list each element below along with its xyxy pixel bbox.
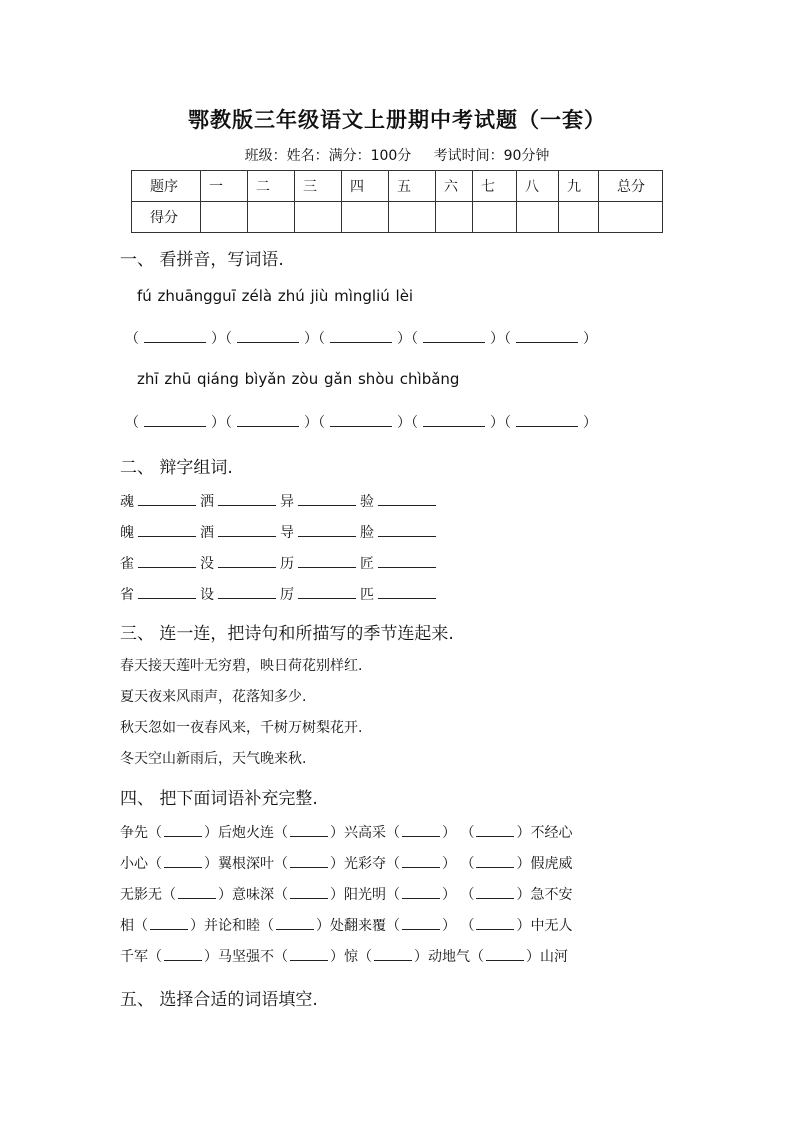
idiom-text: 相	[120, 918, 134, 934]
score-cell[interactable]	[559, 202, 599, 233]
idiom-text: 并论和睦	[204, 918, 260, 934]
idiom-text: 中无人	[530, 918, 573, 934]
answer-blank[interactable]	[330, 328, 392, 343]
header-cell: 九	[559, 171, 599, 202]
score-table-score-row	[132, 202, 663, 233]
close-paren: ）	[490, 415, 504, 431]
answer-blank[interactable]	[138, 491, 196, 506]
char: 魂	[120, 494, 134, 510]
char: 省	[120, 587, 134, 603]
header-cell: 六	[436, 171, 473, 202]
char: 设	[200, 587, 214, 603]
header-cell: 七	[473, 171, 517, 202]
answer-blank[interactable]	[237, 412, 299, 427]
name-label: 姓名：	[286, 148, 329, 164]
poem-line: 冬天空山新雨后，天气晚来秋.	[120, 751, 307, 767]
char: 洒	[200, 494, 214, 510]
close-paren: ）	[397, 331, 411, 347]
idiom-blank[interactable]	[402, 824, 440, 837]
idiom-text: 不经心	[530, 825, 573, 841]
header-cell: 总分	[599, 171, 663, 202]
idiom-blank[interactable]	[476, 855, 514, 868]
idiom-text: 急不安	[530, 887, 573, 903]
idiom-text: 假虎威	[530, 856, 573, 872]
char: 厉	[280, 587, 294, 603]
idiom-blank[interactable]	[402, 855, 440, 868]
char-row	[120, 584, 440, 604]
close-paren: ）	[397, 415, 411, 431]
score-cell[interactable]	[473, 202, 517, 233]
answer-blank[interactable]	[298, 553, 356, 568]
idiom-blank[interactable]	[476, 917, 514, 930]
open-paren: （	[504, 331, 511, 347]
idiom-text: 光彩夺	[344, 856, 386, 872]
idiom-text: 无影无	[120, 887, 162, 903]
char: 脸	[360, 525, 374, 541]
char: 没	[200, 556, 214, 572]
section-3-heading: 三、 连一连，把诗句和所描写的季节连起来.	[120, 624, 454, 644]
close-paren: ）	[583, 331, 597, 347]
char-row	[120, 491, 440, 511]
char: 异	[280, 494, 294, 510]
poem-line: 秋天忽如一夜春风来，千树万树梨花开.	[120, 720, 363, 736]
close-paren: ）	[304, 331, 318, 347]
idiom-blank[interactable]	[290, 824, 328, 837]
answer-blank[interactable]	[516, 412, 578, 427]
answer-blank[interactable]	[218, 553, 276, 568]
idiom-blank[interactable]	[476, 886, 514, 899]
section-4-heading: 四、 把下面词语补充完整.	[120, 789, 318, 809]
answer-blank[interactable]	[218, 491, 276, 506]
idiom-blank[interactable]	[476, 824, 514, 837]
answer-blank[interactable]	[218, 522, 276, 537]
idiom-text: 兴高采	[344, 825, 386, 841]
idiom-text: 翼根深叶	[218, 856, 274, 872]
pinyin-line-1: fú zhuāngguī zélà zhú jiù mìngliú lèi	[137, 287, 414, 305]
close-paren: ）	[211, 331, 225, 347]
idiom-row: 小心（ ）翼根深叶（ ）光彩夺（ ） （ ）假虎威	[120, 856, 573, 872]
header-cell: 八	[517, 171, 559, 202]
idiom-text: 意味深	[232, 887, 274, 903]
char: 魄	[120, 525, 134, 541]
open-paren: （	[125, 415, 139, 431]
char: 验	[360, 494, 374, 510]
close-paren: ）	[304, 415, 318, 431]
idiom-text: 争先	[120, 825, 148, 841]
idiom-blank[interactable]	[402, 917, 440, 930]
answer-blank[interactable]	[516, 328, 578, 343]
header-cell: 四	[342, 171, 389, 202]
idiom-blank[interactable]	[290, 886, 328, 899]
idiom-blank[interactable]	[276, 917, 314, 930]
idiom-blank[interactable]	[164, 948, 202, 961]
header-cell: 题序	[132, 171, 201, 202]
answer-blank[interactable]	[298, 522, 356, 537]
answer-blanks-row-2	[125, 412, 597, 432]
row-label: 得分	[132, 202, 201, 233]
char-row	[120, 522, 440, 542]
close-paren: ）	[583, 415, 597, 431]
header-cell: 五	[389, 171, 436, 202]
open-paren: （	[225, 331, 232, 347]
char: 酒	[200, 525, 214, 541]
section-2-heading: 二、 辩字组词.	[120, 458, 233, 478]
answer-blank[interactable]	[378, 553, 436, 568]
idiom-blank[interactable]	[486, 948, 524, 961]
open-paren: （	[504, 415, 511, 431]
score-cell[interactable]	[517, 202, 559, 233]
answer-blank[interactable]	[423, 328, 485, 343]
idiom-blank[interactable]	[150, 917, 188, 930]
char: 历	[280, 556, 294, 572]
pinyin-line-2: zhī zhū qiáng bìyǎn zòu gǎn shòu chìbǎng	[137, 370, 460, 388]
idiom-text: 动地气	[428, 949, 470, 965]
idiom-text: 惊	[344, 949, 358, 965]
idiom-text: 小心	[120, 856, 148, 872]
char: 匠	[360, 556, 374, 572]
header-cell: 三	[295, 171, 342, 202]
answer-blank[interactable]	[138, 584, 196, 599]
answer-blank[interactable]	[237, 328, 299, 343]
answer-blank[interactable]	[330, 412, 392, 427]
answer-blanks-row-1	[125, 328, 597, 348]
header-cell: 二	[248, 171, 295, 202]
exam-time: 考试时间：90分钟	[433, 148, 550, 164]
idiom-text: 阳光明	[344, 887, 386, 903]
idiom-blank[interactable]	[374, 948, 412, 961]
idiom-row: 千军（ ）马坚强不（ ）惊（ ）动地气（ ）山河	[120, 949, 568, 965]
class-label: 班级：	[244, 148, 287, 164]
answer-blank[interactable]	[378, 491, 436, 506]
char: 雀	[120, 556, 134, 572]
score-cell[interactable]	[389, 202, 436, 233]
score-cell[interactable]	[599, 202, 663, 233]
idiom-blank[interactable]	[178, 886, 216, 899]
open-paren: （	[318, 415, 325, 431]
idiom-row: 无影无（ ）意味深（ ）阳光明（ ） （ ）急不安	[120, 887, 573, 903]
char-row	[120, 553, 440, 573]
idiom-text: 处翻来覆	[330, 918, 386, 934]
exam-meta	[0, 145, 794, 165]
idiom-row: 相（ ）并论和睦（ ）处翻来覆（ ） （ ）中无人	[120, 918, 573, 934]
char: 匹	[360, 587, 374, 603]
score-table-header-row	[132, 171, 663, 202]
answer-blank[interactable]	[138, 553, 196, 568]
open-paren: （	[411, 415, 418, 431]
answer-blank[interactable]	[298, 584, 356, 599]
score-cell[interactable]	[248, 202, 295, 233]
idiom-text: 后炮火连	[218, 825, 274, 841]
score-cell[interactable]	[201, 202, 248, 233]
idiom-row: 争先（ ）后炮火连（ ）兴高采（ ） （ ）不经心	[120, 825, 573, 841]
section-5-heading: 五、 选择合适的词语填空.	[120, 990, 318, 1010]
score-cell[interactable]	[295, 202, 342, 233]
answer-blank[interactable]	[378, 584, 436, 599]
score-table	[131, 170, 663, 233]
answer-blank[interactable]	[144, 412, 206, 427]
idiom-blank[interactable]	[290, 855, 328, 868]
char: 导	[280, 525, 294, 541]
idiom-blank[interactable]	[164, 824, 202, 837]
full-score: 满分：100分	[328, 148, 412, 164]
header-cell: 一	[201, 171, 248, 202]
answer-blank[interactable]	[144, 328, 206, 343]
open-paren: （	[318, 331, 325, 347]
idiom-blank[interactable]	[402, 886, 440, 899]
close-paren: ）	[490, 331, 504, 347]
answer-blank[interactable]	[298, 491, 356, 506]
open-paren: （	[225, 415, 232, 431]
idiom-text: 山河	[540, 949, 568, 965]
open-paren: （	[125, 331, 139, 347]
poem-line: 春天接天莲叶无穷碧，映日荷花别样红.	[120, 658, 363, 674]
score-cell[interactable]	[342, 202, 389, 233]
page-title: 鄂教版三年级语文上册期中考试题（一套）	[188, 107, 606, 132]
answer-blank[interactable]	[423, 412, 485, 427]
idiom-text: 千军	[120, 949, 148, 965]
open-paren: （	[411, 331, 418, 347]
answer-blank[interactable]	[378, 522, 436, 537]
close-paren: ）	[211, 415, 225, 431]
poem-line: 夏天夜来风雨声，花落知多少.	[120, 689, 307, 705]
score-cell[interactable]	[436, 202, 473, 233]
answer-blank[interactable]	[138, 522, 196, 537]
idiom-blank[interactable]	[290, 948, 328, 961]
idiom-text: 马坚强不	[218, 949, 274, 965]
answer-blank[interactable]	[218, 584, 276, 599]
idiom-blank[interactable]	[164, 855, 202, 868]
section-1-heading: 一、 看拼音，写词语.	[120, 250, 284, 270]
